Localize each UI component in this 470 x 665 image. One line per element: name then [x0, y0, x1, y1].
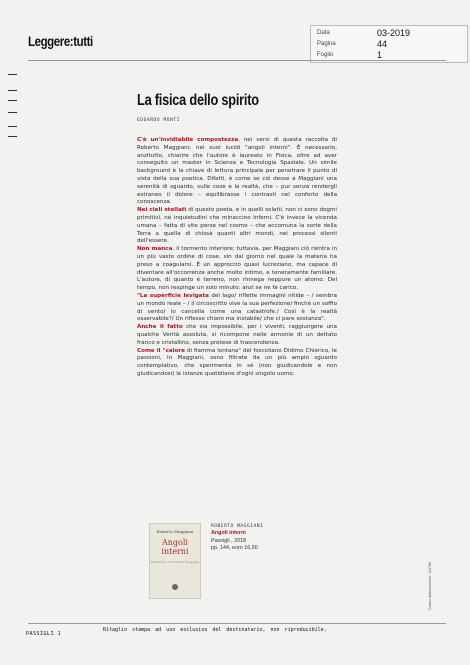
article-paragraph — [137, 246, 337, 293]
paragraph-text: di fiamma lontana" del foscoliano Didimo Chierico, le passioni, in Maggiani, sono filtrate da un più ampio sguardo contemplativo, che sperimenta in sé (non giudicandole e non giudicandosi) le istanze quotidiane d'ogni singolo uomo. — [137, 347, 337, 377]
paragraph-text: del lago/ riflette immagini nitide – / sembra un mondo reale – / il circoscritto vive la sua perfezione/ finché un soffio di vento/ lo cancella come una catastrofe./ Così è la realtà osservabile?/ Un riflesso chiaro ma instabile/ che ci pare sostanza". — [137, 292, 337, 323]
meta-label-page: Pagina — [317, 41, 336, 47]
paragraph-lead: Anche il fatto — [137, 324, 183, 331]
footer-publisher: PASSIGLI 1 — [26, 631, 62, 637]
top-rule — [28, 60, 446, 61]
paragraph-lead: C'è un'invidiabile compostezza — [137, 137, 239, 143]
paragraph-text: , il tormento interiore; tuttavia, per Maggiani ciò rientra in un più vasto ordine di cose, sin dal giorno nel quale la materia ha preso a coagularsi. È un approccio quasi lucreziano, ma capace di diventare all'occorrenza anche molto intimo, e teneramente familiare. L'autore, di quanto è terreno, non rinnega neppure un atomo. Del tempo, non respinge un solo minuto: anzi se ne fa carico. — [137, 246, 337, 292]
book-info — [211, 523, 324, 553]
article-paragraph — [137, 207, 337, 246]
article-paragraph — [137, 293, 337, 324]
publisher-logo-icon — [172, 584, 178, 590]
meta-label-date: Data — [317, 30, 330, 36]
book-box — [141, 523, 324, 598]
article-paragraph — [137, 137, 337, 207]
cover-author: Roberto Maggiani — [156, 529, 194, 534]
margin-mark — [8, 126, 17, 127]
paragraph-lead: Non manca — [137, 246, 173, 253]
magazine-logo: Leggere:tutti — [28, 33, 93, 49]
paragraph-text: di questo poeta, e in quelli solatii, non ci sono dogmi primitivi, né inquietudini che minaccino Inferni. C'è invece la vicenda umana – fatta di vite perse nel cosmo – che accomuna la sorte della Terra a quella di chissà quanti altri mondi, nei processi silenti dell'essere. — [137, 207, 337, 245]
paragraph-lead: Come il "calore — [137, 347, 185, 354]
cover-title: Angoli interni — [161, 538, 189, 556]
article-paragraph — [137, 348, 337, 379]
book-details: pp. 144, euro 16,50 — [211, 545, 258, 552]
book-publisher: Passigli , 2018 — [211, 537, 247, 544]
margin-mark — [8, 100, 17, 101]
paragraph-text: , nei versi di questa raccolta di Roberto Maggiani; nei suoi lucidi "angoli interni". È necessario, anzitutto, chiarire che l'autore è laureato in Fisica, oltre ad aver conseguito un master in Scienza e Tecnologia Spaziale. Un simile background è la chiave di lettura principale per penetrare il punto di vista della sua poetica. Difatti, è come se ciò desse a Maggiani una serenità di sguardo, sulle cose e la realtà, che – pur senza rendergli estraneo il dolore – equilibrasse i contrasti nel conforto della conoscenza. — [137, 137, 337, 206]
article-body — [137, 137, 337, 379]
footer-note: Ritaglio stampa ad uso esclusivo del destinatario, non riproducibile. — [103, 627, 327, 633]
header — [28, 25, 448, 59]
subscription-code: Codice abbonamento: 124786 — [428, 561, 432, 610]
meta-label-sheet: Foglio — [317, 52, 334, 58]
book-title: Angoli interni — [211, 530, 246, 537]
bottom-rule — [28, 623, 446, 624]
paragraph-lead: Nei cieli stellati — [137, 207, 187, 214]
meta-value-page: 44 — [377, 39, 388, 49]
margin-mark — [8, 74, 17, 75]
book-author: ROBERTO MAGGIANI — [211, 524, 264, 529]
margin-mark — [8, 112, 17, 113]
margin-mark — [8, 136, 17, 137]
article-byline: EDOARDO MONTI — [137, 118, 181, 123]
margin-mark — [8, 90, 17, 91]
article — [137, 92, 337, 379]
article-paragraph — [137, 324, 337, 347]
cover-subtitle: Prefazione di Roberto Maggiani — [150, 560, 200, 564]
meta-value-sheet: 1 — [377, 50, 383, 60]
meta-value-date: 03-2019 — [377, 28, 411, 38]
article-title: La fisica dello spirito — [137, 92, 259, 109]
book-cover-image — [149, 523, 201, 599]
clipping-meta-box — [310, 25, 468, 63]
paragraph-lead: "La superficie levigata — [137, 292, 209, 299]
paragraph-text: che sia impossibile, per i viventi, raggiungere una qualche Verità assoluta, si ricompone nelle armonie di un dettato franco e cristallino, senza pretese di trascendenza. — [137, 324, 337, 346]
